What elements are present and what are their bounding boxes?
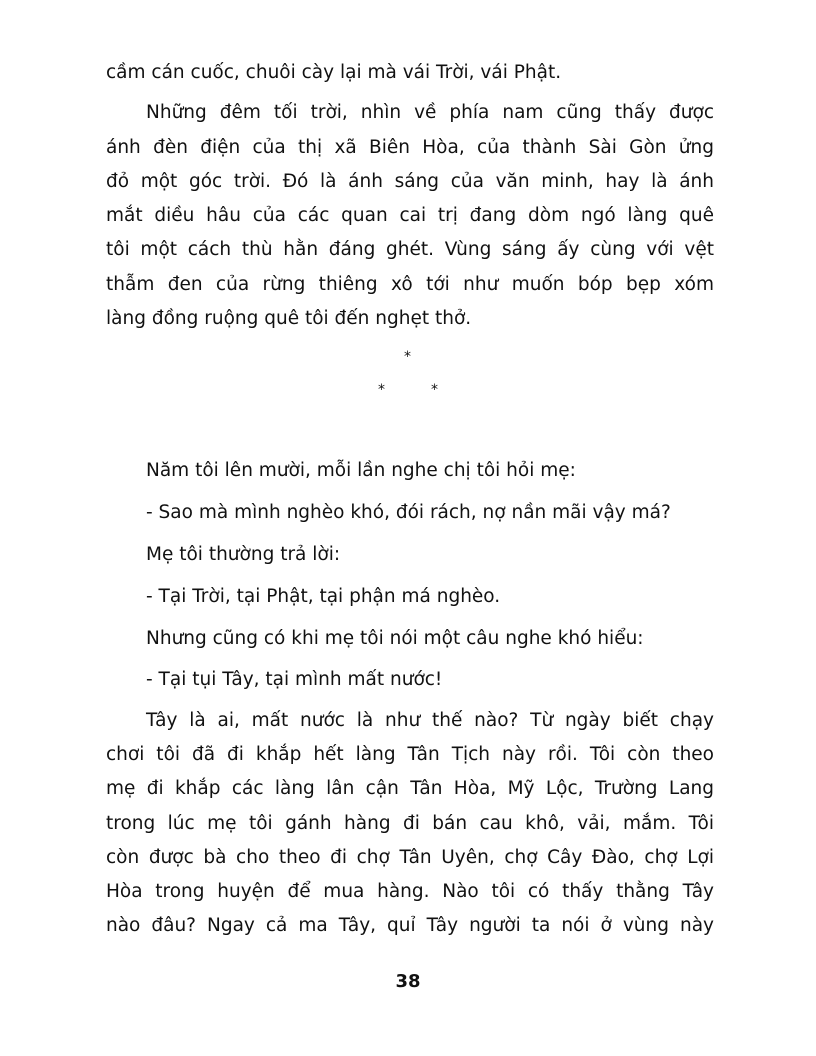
- paragraph-line: cầm cán cuốc, chuôi cày lại mà vái Trời, vái Phật.: [106, 62, 562, 83]
- dialogue-block: [106, 454, 714, 697]
- paragraph-line: mẹ đi khắp các làng lân cận Tân Hòa, Mỹ Lộc, Trường Lang: [106, 778, 714, 800]
- paragraph-line: tôi một cách thù hằn đáng ghét. Vùng sáng ấy cùng với vệt: [106, 239, 714, 261]
- paragraph-line: còn được bà cho theo đi chợ Tân Uyên, chợ Cây Đào, chợ Lợi: [106, 846, 714, 868]
- paragraph-line: làng đồng ruộng quê tôi đến nghẹt thở.: [106, 308, 472, 330]
- paragraph-line: Những đêm tối trời, nhìn về phía nam cũng thấy được: [146, 102, 714, 124]
- dialogue-line: Mẹ tôi thường trả lời:: [146, 543, 341, 565]
- dialogue-line: - Tại tụi Tây, tại mình mất nước!: [146, 669, 443, 691]
- page-body: [106, 56, 714, 944]
- paragraph-3: [106, 704, 714, 944]
- paragraph-line: mắt diều hâu của các quan cai trị đang dòm ngó làng quê: [106, 205, 714, 227]
- dialogue-line: - Sao mà mình nghèo khó, đói rách, nợ nần mãi vậy má?: [146, 502, 671, 524]
- separator-star: *: [378, 382, 385, 399]
- dialogue-line: Năm tôi lên mười, mỗi lần nghe chị tôi hỏi mẹ:: [146, 460, 576, 482]
- paragraph-line: nào đâu? Ngay cả ma Tây, quỉ Tây người ta nói ở vùng này: [106, 915, 714, 937]
- paragraph-2: [106, 96, 714, 336]
- page-number: 38: [395, 971, 421, 992]
- dialogue-line: - Tại Trời, tại Phật, tại phận má nghèo.: [146, 585, 501, 607]
- section-separator: [106, 336, 714, 454]
- paragraph-line: ánh đèn điện của thị xã Biên Hòa, của thành Sài Gòn ửng: [106, 136, 714, 158]
- paragraph-line: Hòa trong huyện để mua hàng. Nào tôi có thấy thằng Tây: [106, 881, 714, 903]
- separator-star: *: [431, 382, 438, 399]
- dialogue-line: Nhưng cũng có khi mẹ tôi nói một câu nghe khó hiểu:: [146, 627, 644, 649]
- separator-star: *: [404, 349, 411, 366]
- paragraph-line: Tây là ai, mất nước là như thế nào? Từ ngày biết chạy: [146, 709, 714, 731]
- paragraph-line: đỏ một góc trời. Đó là ánh sáng của văn minh, hay là ánh: [106, 170, 714, 192]
- paragraph-line: thẫm đen của rừng thiêng xô tới như muốn bóp bẹp xóm: [106, 273, 714, 295]
- paragraph-line: chơi tôi đã đi khắp hết làng Tân Tịch này rồi. Tôi còn theo: [106, 743, 714, 765]
- paragraph-line: trong lúc mẹ tôi gánh hàng đi bán cau khô, vải, mắm. Tôi: [106, 812, 714, 834]
